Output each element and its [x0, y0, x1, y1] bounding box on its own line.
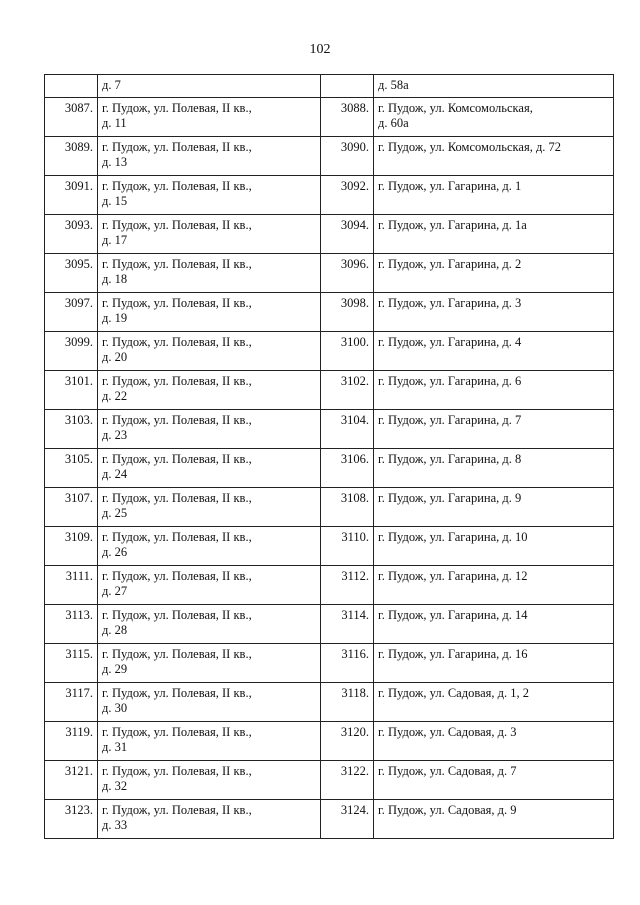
- right-number-cell: 3094.: [321, 215, 374, 254]
- right-number-cell: 3114.: [321, 605, 374, 644]
- right-address-line: г. Пудож, ул. Гагарина, д. 9: [378, 491, 522, 505]
- left-address-line: д. 17: [102, 233, 128, 247]
- left-address-cell: [98, 137, 321, 176]
- table-row: [45, 800, 614, 839]
- left-address-line: д. 27: [102, 584, 128, 598]
- left-address-line: г. Пудож, ул. Полевая, II кв.,: [102, 413, 252, 427]
- right-address-cell: [374, 254, 614, 293]
- left-number-cell: 3117.: [45, 683, 98, 722]
- left-address-line: д. 25: [102, 506, 128, 520]
- left-number-cell: 3099.: [45, 332, 98, 371]
- table-row: [45, 215, 614, 254]
- right-address-line: д. 60а: [378, 116, 409, 130]
- right-number-cell: 3124.: [321, 800, 374, 839]
- left-address-line: г. Пудож, ул. Полевая, II кв.,: [102, 101, 252, 115]
- right-address-line: г. Пудож, ул. Гагарина, д. 14: [378, 608, 528, 622]
- right-address-line: г. Пудож, ул. Садовая, д. 7: [378, 764, 517, 778]
- left-address-cell: [98, 644, 321, 683]
- left-number-cell: 3087.: [45, 98, 98, 137]
- right-address-cell: [374, 527, 614, 566]
- left-address-line: г. Пудож, ул. Полевая, II кв.,: [102, 725, 252, 739]
- table-row: [45, 98, 614, 137]
- left-address-cell: [98, 449, 321, 488]
- table-row: [45, 137, 614, 176]
- right-address-cell: [374, 449, 614, 488]
- table-row: [45, 254, 614, 293]
- left-number-cell: 3101.: [45, 371, 98, 410]
- left-address-cell: [98, 410, 321, 449]
- right-address-line: г. Пудож, ул. Гагарина, д. 1: [378, 179, 522, 193]
- right-address-cell: д. 58а: [374, 75, 614, 98]
- left-number-cell: 3091.: [45, 176, 98, 215]
- table-row: [45, 449, 614, 488]
- left-number-cell: [45, 75, 98, 98]
- left-number-cell: 3115.: [45, 644, 98, 683]
- left-address-cell: [98, 800, 321, 839]
- left-address-line: г. Пудож, ул. Полевая, II кв.,: [102, 452, 252, 466]
- right-address-cell: [374, 722, 614, 761]
- left-number-cell: 3105.: [45, 449, 98, 488]
- right-address-line: г. Пудож, ул. Комсомольская,: [378, 101, 533, 115]
- left-number-cell: 3111.: [45, 566, 98, 605]
- right-number-cell: 3120.: [321, 722, 374, 761]
- left-address-cell: [98, 722, 321, 761]
- address-table: [44, 74, 614, 839]
- right-address-line: г. Пудож, ул. Гагарина, д. 16: [378, 647, 528, 661]
- left-address-cell: [98, 215, 321, 254]
- left-number-cell: 3109.: [45, 527, 98, 566]
- left-address-line: г. Пудож, ул. Полевая, II кв.,: [102, 296, 252, 310]
- right-address-cell: [374, 410, 614, 449]
- right-address-cell: [374, 98, 614, 137]
- right-number-cell: 3090.: [321, 137, 374, 176]
- right-address-cell: [374, 644, 614, 683]
- left-address-line: д. 29: [102, 662, 128, 676]
- right-address-line: г. Пудож, ул. Гагарина, д. 3: [378, 296, 522, 310]
- right-number-cell: 3098.: [321, 293, 374, 332]
- left-address-line: г. Пудож, ул. Полевая, II кв.,: [102, 218, 252, 232]
- right-address-line: г. Пудож, ул. Комсомольская, д. 72: [378, 140, 562, 154]
- table-row: [45, 683, 614, 722]
- right-number-cell: 3092.: [321, 176, 374, 215]
- left-number-cell: 3113.: [45, 605, 98, 644]
- left-number-cell: 3121.: [45, 761, 98, 800]
- left-address-cell: [98, 605, 321, 644]
- left-number-cell: 3103.: [45, 410, 98, 449]
- right-address-cell: [374, 800, 614, 839]
- right-number-cell: 3110.: [321, 527, 374, 566]
- left-address-line: г. Пудож, ул. Полевая, II кв.,: [102, 647, 252, 661]
- left-number-cell: 3123.: [45, 800, 98, 839]
- right-address-cell: [374, 488, 614, 527]
- right-address-cell: [374, 566, 614, 605]
- left-number-cell: 3097.: [45, 293, 98, 332]
- right-address-line: г. Пудож, ул. Садовая, д. 9: [378, 803, 517, 817]
- table-row: [45, 332, 614, 371]
- right-number-cell: 3102.: [321, 371, 374, 410]
- table-row: [45, 566, 614, 605]
- table-row: [45, 644, 614, 683]
- right-number-cell: 3106.: [321, 449, 374, 488]
- left-address-cell: [98, 332, 321, 371]
- table-row: [45, 176, 614, 215]
- left-address-line: г. Пудож, ул. Полевая, II кв.,: [102, 140, 252, 154]
- table-row: [45, 722, 614, 761]
- right-number-cell: 3088.: [321, 98, 374, 137]
- left-address-cell: [98, 527, 321, 566]
- left-address-line: д. 26: [102, 545, 128, 559]
- left-address-line: г. Пудож, ул. Полевая, II кв.,: [102, 569, 252, 583]
- left-address-line: д. 33: [102, 818, 128, 832]
- left-address-line: д. 23: [102, 428, 128, 442]
- address-table-body: [45, 75, 614, 839]
- left-address-line: г. Пудож, ул. Полевая, II кв.,: [102, 374, 252, 388]
- left-address-line: г. Пудож, ул. Полевая, II кв.,: [102, 530, 252, 544]
- left-address-cell: [98, 176, 321, 215]
- right-address-cell: [374, 332, 614, 371]
- left-address-cell: [98, 293, 321, 332]
- left-address-cell: [98, 566, 321, 605]
- left-address-line: г. Пудож, ул. Полевая, II кв.,: [102, 686, 252, 700]
- left-address-line: д. 24: [102, 467, 128, 481]
- left-address-line: г. Пудож, ул. Полевая, II кв.,: [102, 491, 252, 505]
- right-address-cell: [374, 371, 614, 410]
- right-number-cell: 3096.: [321, 254, 374, 293]
- left-address-cell: д. 7: [98, 75, 321, 98]
- left-address-line: г. Пудож, ул. Полевая, II кв.,: [102, 803, 252, 817]
- left-address-cell: [98, 371, 321, 410]
- table-row: [45, 410, 614, 449]
- left-number-cell: 3119.: [45, 722, 98, 761]
- left-number-cell: 3089.: [45, 137, 98, 176]
- left-address-line: д. 11: [102, 116, 127, 130]
- left-address-line: г. Пудож, ул. Полевая, II кв.,: [102, 179, 252, 193]
- right-address-cell: [374, 683, 614, 722]
- left-number-cell: 3107.: [45, 488, 98, 527]
- left-address-cell: [98, 683, 321, 722]
- right-address-line: г. Пудож, ул. Гагарина, д. 7: [378, 413, 522, 427]
- right-address-line: г. Пудож, ул. Гагарина, д. 6: [378, 374, 522, 388]
- right-number-cell: 3100.: [321, 332, 374, 371]
- left-address-cell: [98, 761, 321, 800]
- left-address-line: д. 32: [102, 779, 128, 793]
- continuation-row: [45, 75, 614, 98]
- left-address-line: д. 20: [102, 350, 128, 364]
- right-number-cell: 3108.: [321, 488, 374, 527]
- right-address-line: г. Пудож, ул. Гагарина, д. 8: [378, 452, 522, 466]
- left-address-cell: [98, 98, 321, 137]
- left-number-cell: 3093.: [45, 215, 98, 254]
- left-address-line: г. Пудож, ул. Полевая, II кв.,: [102, 608, 252, 622]
- left-address-line: д. 19: [102, 311, 128, 325]
- right-number-cell: 3118.: [321, 683, 374, 722]
- right-number-cell: 3104.: [321, 410, 374, 449]
- left-address-line: д. 31: [102, 740, 128, 754]
- right-address-line: г. Пудож, ул. Гагарина, д. 4: [378, 335, 522, 349]
- right-number-cell: 3116.: [321, 644, 374, 683]
- right-number-cell: 3112.: [321, 566, 374, 605]
- left-address-line: д. 13: [102, 155, 128, 169]
- table-row: [45, 293, 614, 332]
- left-address-cell: [98, 254, 321, 293]
- right-address-line: г. Пудож, ул. Гагарина, д. 2: [378, 257, 522, 271]
- table-row: [45, 371, 614, 410]
- left-address-line: г. Пудож, ул. Полевая, II кв.,: [102, 764, 252, 778]
- left-address-cell: [98, 488, 321, 527]
- left-number-cell: 3095.: [45, 254, 98, 293]
- right-address-line: г. Пудож, ул. Гагарина, д. 1а: [378, 218, 527, 232]
- table-row: [45, 488, 614, 527]
- table-row: [45, 527, 614, 566]
- right-address-line: г. Пудож, ул. Гагарина, д. 12: [378, 569, 528, 583]
- table-row: [45, 761, 614, 800]
- right-address-line: г. Пудож, ул. Гагарина, д. 10: [378, 530, 528, 544]
- left-address-line: д. 28: [102, 623, 128, 637]
- left-address-line: г. Пудож, ул. Полевая, II кв.,: [102, 335, 252, 349]
- right-address-cell: [374, 293, 614, 332]
- right-address-line: г. Пудож, ул. Садовая, д. 3: [378, 725, 517, 739]
- right-address-cell: [374, 761, 614, 800]
- right-address-cell: [374, 176, 614, 215]
- table-row: [45, 605, 614, 644]
- right-address-cell: [374, 605, 614, 644]
- left-address-line: д. 30: [102, 701, 128, 715]
- left-address-line: д. 15: [102, 194, 128, 208]
- left-address-line: д. 18: [102, 272, 128, 286]
- right-address-cell: [374, 137, 614, 176]
- right-address-line: г. Пудож, ул. Садовая, д. 1, 2: [378, 686, 529, 700]
- page-number: 102: [309, 42, 331, 57]
- left-address-line: д. 22: [102, 389, 128, 403]
- left-address-line: г. Пудож, ул. Полевая, II кв.,: [102, 257, 252, 271]
- right-number-cell: 3122.: [321, 761, 374, 800]
- right-address-cell: [374, 215, 614, 254]
- right-number-cell: [321, 75, 374, 98]
